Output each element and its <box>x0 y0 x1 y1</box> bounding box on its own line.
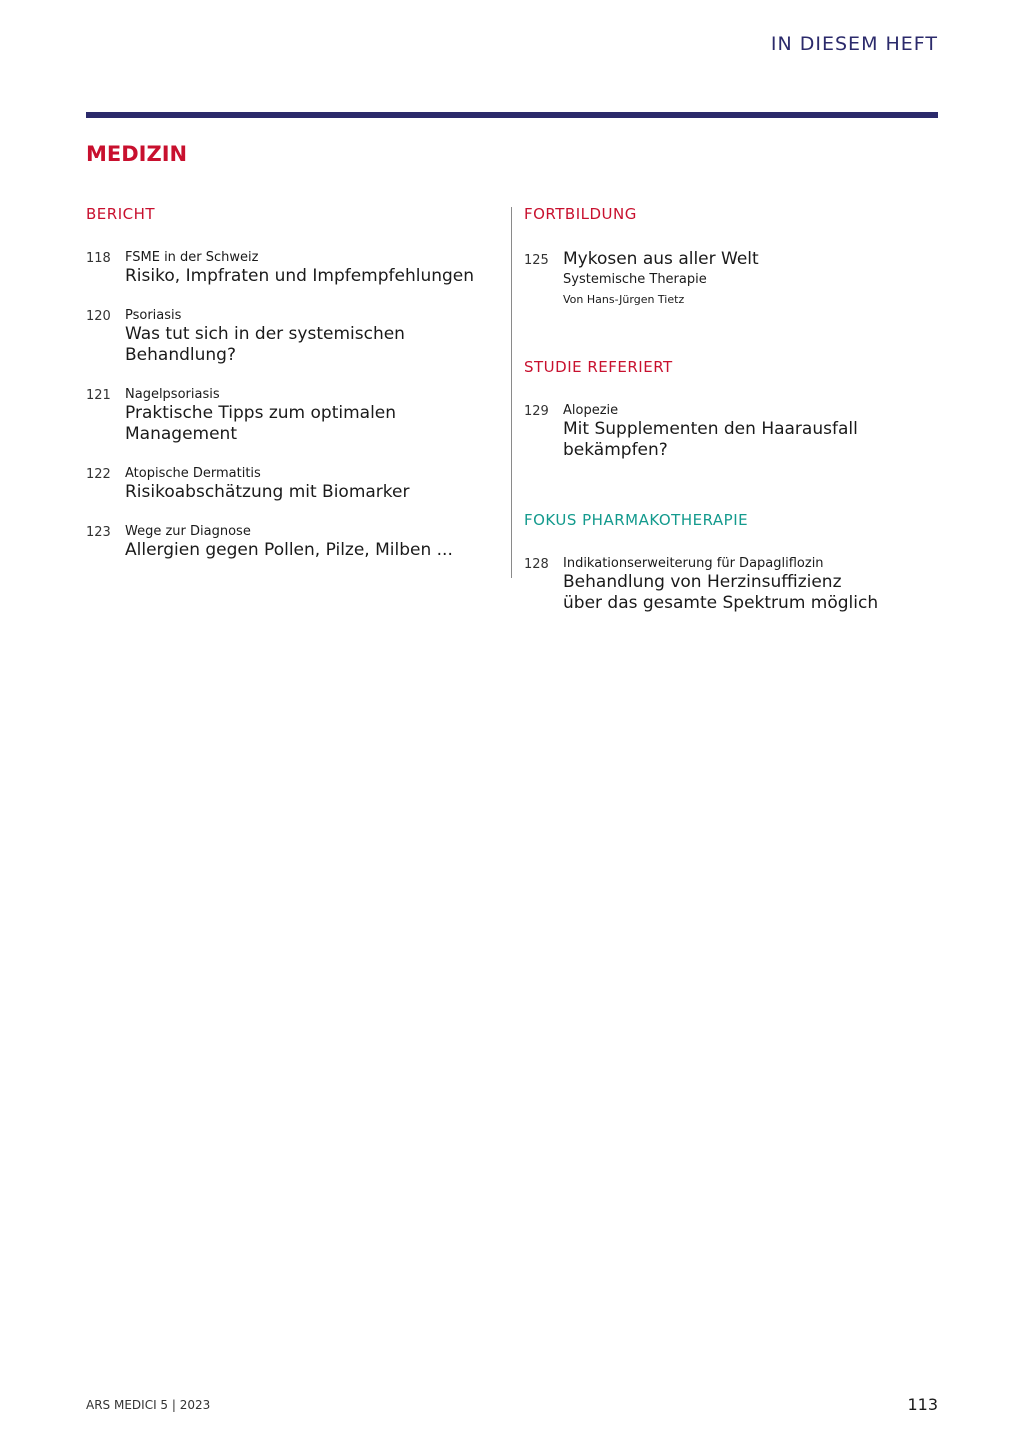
toc-entry[interactable] <box>86 249 506 287</box>
page-number: 121 <box>86 388 111 403</box>
category-bericht: BERICHT <box>86 205 156 223</box>
entry-kicker: Indikationserweiterung für Dapagliflozin <box>563 556 824 571</box>
entry-author: Von Hans-Jürgen Tietz <box>563 293 685 306</box>
header-rule <box>86 112 938 118</box>
toc-entry[interactable] <box>86 386 506 445</box>
page-number: 128 <box>524 557 549 572</box>
category-studie-referiert: STUDIE REFERIERT <box>524 358 673 376</box>
page-number: 122 <box>86 467 111 482</box>
entry-headline: bekämpfen? <box>563 440 668 460</box>
category-fortbildung: FORTBILDUNG <box>524 205 637 223</box>
page-number: 123 <box>86 525 111 540</box>
entry-headline: Risikoabschätzung mit Biomarker <box>125 482 410 502</box>
section-title: MEDIZIN <box>86 142 188 166</box>
entry-headline: über das gesamte Spektrum möglich <box>563 593 879 613</box>
toc-entry[interactable] <box>524 402 944 461</box>
right-column <box>524 205 944 634</box>
entry-kicker: Nagelpsoriasis <box>125 387 220 402</box>
entry-kicker: FSME in der Schweiz <box>125 250 259 265</box>
entry-kicker: Alopezie <box>563 403 619 418</box>
footer-journal: ARS MEDICI 5 | 2023 <box>86 1398 211 1412</box>
page-number: 118 <box>86 251 111 266</box>
entry-headline: Risiko, Impfraten und Impfempfehlungen <box>125 266 475 286</box>
entry-kicker: Psoriasis <box>125 308 182 323</box>
entry-headline: Was tut sich in der systemischen Behandlung? <box>125 324 405 365</box>
entry-kicker: Atopische Dermatitis <box>125 466 261 481</box>
footer-page-number: 113 <box>907 1395 938 1414</box>
entry-kicker: Wege zur Diagnose <box>125 524 251 539</box>
entry-headline: Mit Supplementen den Haarausfall <box>563 419 858 439</box>
header-title: IN DIESEM HEFT <box>770 33 938 55</box>
entry-subtitle: Systemische Therapie <box>563 272 707 287</box>
entry-headline: Allergien gegen Pollen, Pilze, Milben ... <box>125 540 453 560</box>
toc-entry[interactable] <box>86 465 506 503</box>
page-number: 125 <box>524 253 549 268</box>
toc-entry[interactable] <box>524 555 944 614</box>
page-number: 129 <box>524 404 549 419</box>
toc-entry[interactable] <box>86 307 506 366</box>
entry-headline: Praktische Tipps zum optimalen Management <box>125 403 397 444</box>
toc-entry[interactable] <box>524 249 944 310</box>
page-number: 120 <box>86 309 111 324</box>
category-fokus-pharmakotherapie: FOKUS PHARMAKOTHERAPIE <box>524 511 749 529</box>
column-divider <box>511 207 512 578</box>
entry-headline: Mykosen aus aller Welt <box>563 249 759 269</box>
toc-entry[interactable] <box>86 523 506 561</box>
left-column <box>86 205 506 581</box>
entry-headline: Behandlung von Herzinsuffizienz <box>563 572 842 592</box>
